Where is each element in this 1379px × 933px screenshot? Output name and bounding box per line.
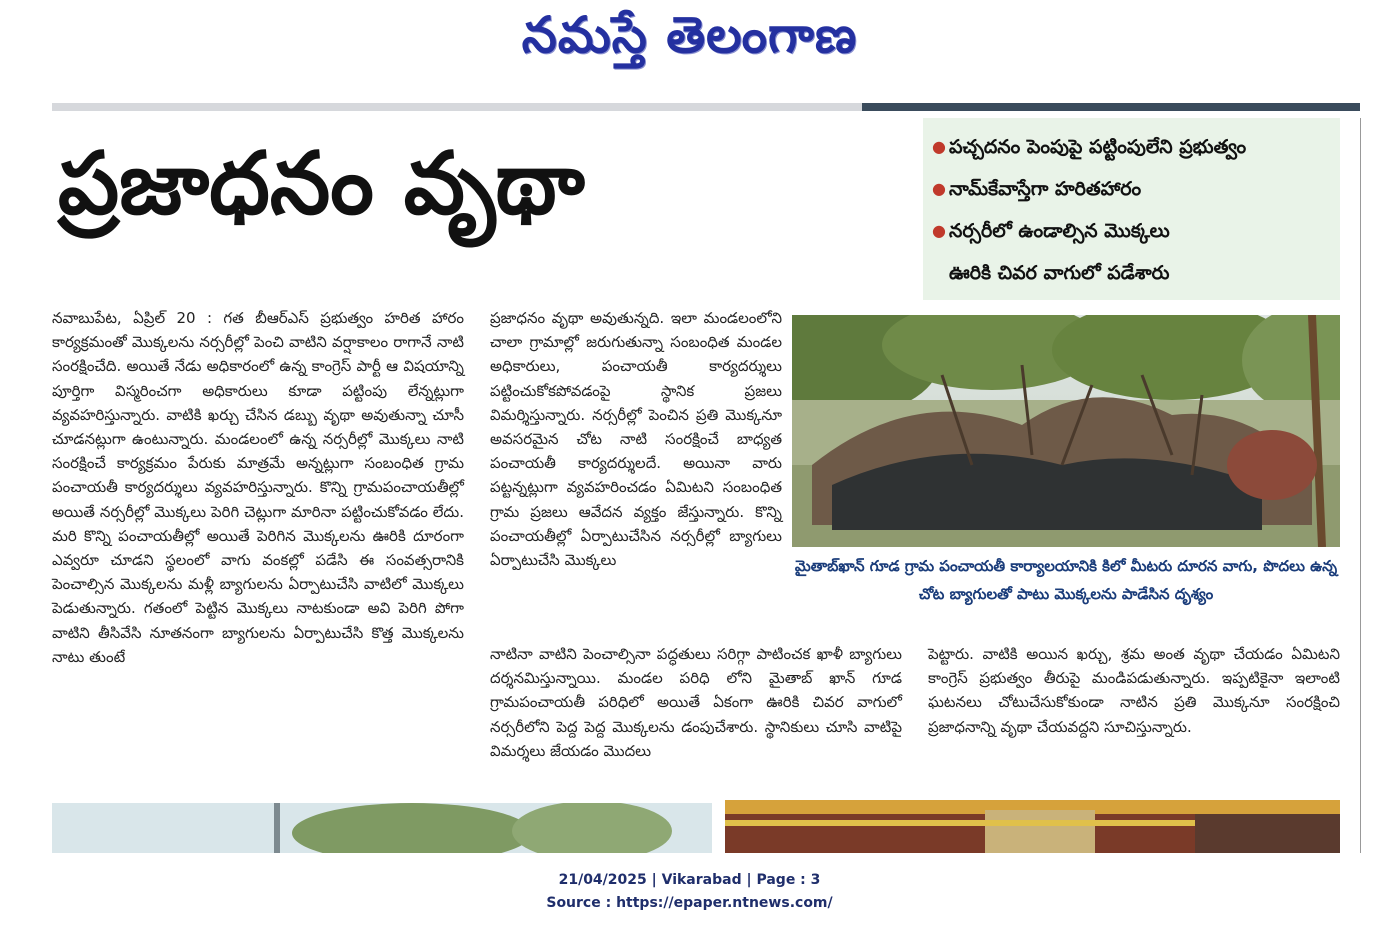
highlight-item <box>929 210 1330 252</box>
footer-source: Source : https://epaper.ntnews.com/ <box>546 895 833 911</box>
highlight-text: పచ్చదనం పెంపుపై పట్టింపులేని ప్రభుత్వం <box>949 136 1247 158</box>
highlights-box <box>923 118 1340 300</box>
article-paragraph: ప్రజాధనం వృథా అవుతున్నది. ఇలా మండలంలోని చాలా గ్రామాల్లో జరుగుతున్నా సంబంధిత మండల అధికారులు, పంచాయతీ కార్యదర్శులు పట్టించుకోకపోవడంపై స్థానిక ప్రజలు విమర్శిస్తున్నారు. నర్సరీల్లో పెంచిన ప్రతి మొక్కనూ అవసరమైన చోట నాటి సంరక్షించే బాధ్యత పంచాయతీ కార్యదర్శులదే. అయినా వారు పట్టన్నట్లుగా వ్యవహరించడం ఏమిటని సంబంధిత గ్రామ ప్రజలు ఆవేదన వ్యక్తం జేస్తున్నారు. కొన్ని పంచాయతీల్లో ఏర్పాటుచేసిన నర్సరీల్లో బ్యాగులు ఏర్పాటుచేసి మొక్కలు <box>490 309 782 570</box>
highlight-text: నర్సరీలో ఉండాల్సిన మొక్కలు <box>949 220 1170 242</box>
next-article-image-left <box>52 803 712 853</box>
bullet-dot-icon: ● <box>932 137 946 156</box>
bullet-dot-icon: ● <box>932 179 946 198</box>
article-paragraph: నవాబుపేట, ఏప్రిల్ 20 : గత బీఆర్ఎస్ ప్రభుత్వం హరిత హారం కార్యక్రమంతో మొక్కలను నర్సరీల్లో పెంచి వాటిని వర్షాకాలం రాగానే నాటి సంరక్షించేది. అయితే నేడు అధికారంలో ఉన్న కాంగ్రెస్ పార్టీ ఆ విషయాన్ని పూర్తిగా విస్మరించగా అధికారులు కూడా పట్టింపు లేన్నట్లుగా వ్యవహరిస్తున్నారు. వాటికి ఖర్చు చేసిన డబ్బు వృథా అవుతున్నా చూసీ చూడనట్లుగా ఉంటున్నారు. మండలంలో ఉన్న నర్సరీల్లో మొక్కలు నాటి సంరక్షించే కార్యక్రమం పేరుకు మాత్రమే అన్నట్లుగా సంబంధిత గ్రామ పంచాయతీ కార్యదర్శులు వ్యవహరిస్తున్నారు. కొన్ని గ్రామపంచాయతీల్లో అయితే నర్సరీల్లో మొక్కలు పెరిగి చెట్లుగా మారినా పట్టించుకోవడం లేదు. మరి కొన్ని పంచాయతీల్లో అయితే పెరిగిన మొక్కలను ఊరికి దూరంగా ఎవ్వరూ చూడని స్థలంలో వాగు వంకల్లో పడేసి ఈ సంవత్సరానికి పెంచాల్సిన మొక్కలను మళ్లీ బ్యాగులను ఏర్పాటుచేసి వాటిలో మొక్కలు పెడుతున్నారు. గతంలో పెట్టిన మొక్కలు నాటకుండా అవి పెరిగి పోగా వాటిని తీసివేసి నూతనంగా బ్యాగులను ఏర్పాటుచేసి కొత్త మొక్కలను నాటు తుంటే <box>52 309 464 666</box>
next-article-photo-right <box>725 800 1340 853</box>
article-column-3 <box>490 642 902 763</box>
article-column-2 <box>490 306 782 572</box>
highlight-text: ఊరికి చివర వాగులో పడేశారు <box>949 262 1170 284</box>
photo-caption: మైతాబ్‌ఖాన్ గూడ గ్రామ పంచాయతీ కార్యాలయానికి కిలో మీటరు దూరన వాగు, పొదలు ఉన్న చోట బ్యాగులతో పాటు మొక్కలను పాడేసిన దృశ్యం <box>794 557 1338 603</box>
page-edge-rule <box>1360 118 1361 853</box>
highlight-item <box>929 126 1330 168</box>
article-column-4 <box>928 642 1340 739</box>
footer-date-edition: 21/04/2025 | Vikarabad | Page : 3 <box>558 872 821 888</box>
highlight-text: నామ్‌కేవాస్తేగా హరితహారం <box>949 178 1142 200</box>
article-headline: ప్రజాధనం వృథా <box>58 134 585 234</box>
highlight-item <box>929 252 1330 294</box>
header-rule-light <box>52 103 862 111</box>
dumped-saplings-image <box>792 315 1340 547</box>
newspaper-masthead: నమస్తే తెలంగాణ <box>521 6 858 64</box>
article-column-1 <box>52 306 464 669</box>
next-article-image-right <box>725 800 1340 853</box>
news-photo <box>792 315 1340 547</box>
article-paragraph: నాటినా వాటిని పెంచాల్సినా పద్ధతులు సరిగ్గా పాటించక ఖాళీ బ్యాగులు దర్శనమిస్తున్నాయి. మండల పరిధి లోని మైతాబ్ ఖాన్ గూడ గ్రామపంచాయతీ పరిధిలో అయితే ఏకంగా ఊరికి చివర వాగులో నర్సరీలోని పెద్ద పెద్ద మొక్కలను డంపుచేశారు. స్థానికులు చూసి వాటిపై విమర్శలు జేయడం మొదలు <box>490 645 902 760</box>
next-article-photo-left <box>52 803 712 853</box>
highlight-item <box>929 168 1330 210</box>
article-paragraph: పెట్టారు. వాటికి అయిన ఖర్చు, శ్రమ అంత వృథా చేయడం ఏమిటని కాంగ్రెస్ ప్రభుత్వం తీరుపై మండిపడుతున్నారు. ఇప్పటికైనా ఇలాంటి ఘటనలు చోటుచేసుకోకుండా నాటిన ప్రతి మొక్కనూ సంరక్షించి ప్రజాధనాన్ని వృథా చేయవద్దని సూచిస్తున్నారు. <box>928 645 1340 736</box>
bullet-dot-icon: ● <box>932 221 946 240</box>
header-rule-dark <box>862 103 1360 111</box>
